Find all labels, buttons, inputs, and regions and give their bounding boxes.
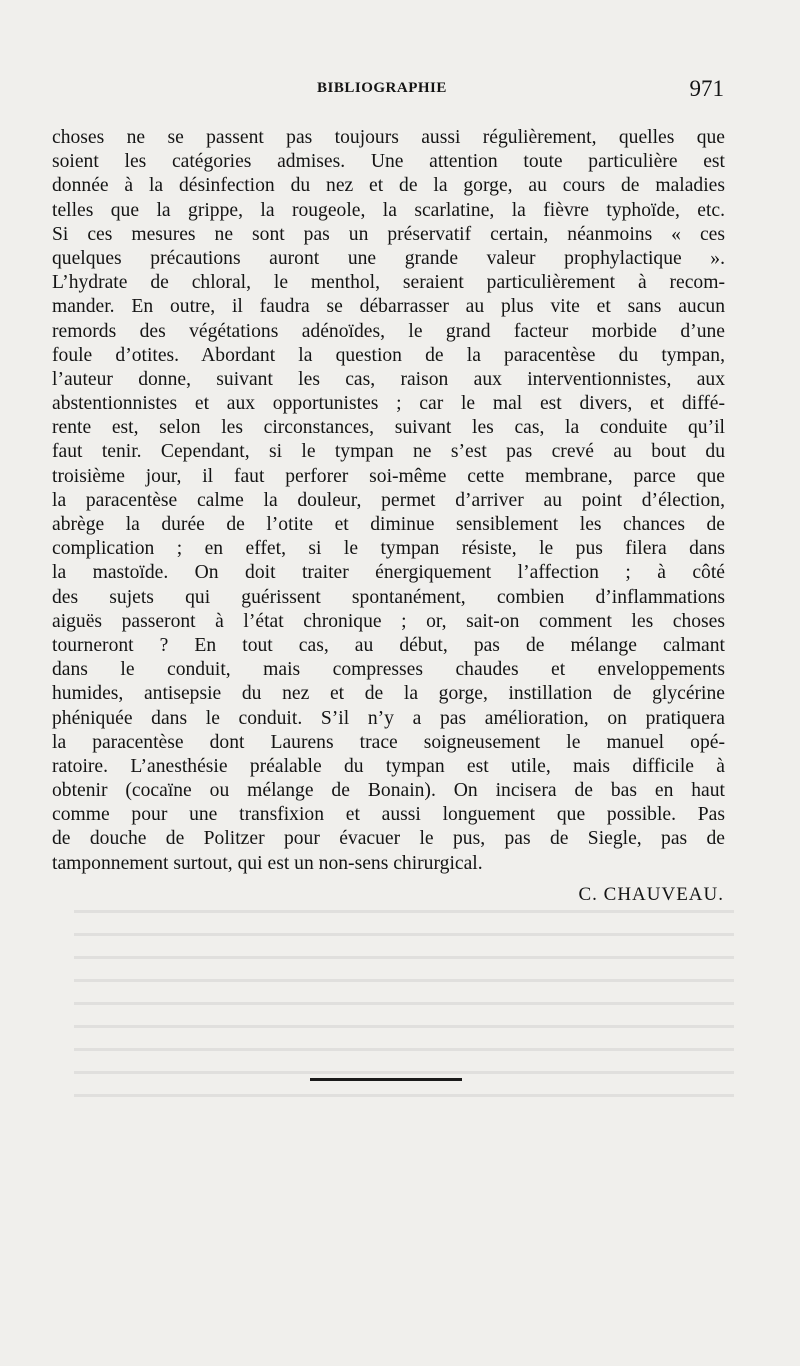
text-line: de douche de Politzer pour évacuer le pus, pas de Siegle, pas de (52, 828, 725, 850)
text-line: la paracentèse calme la douleur, permet d’arriver au point d’élection, (52, 489, 725, 511)
text-line: telles que la grippe, la rougeole, la scarlatine, la fièvre typhoïde, etc. (52, 199, 725, 221)
text-line: Si ces mesures ne sont pas un préservatif certain, néanmoins « ces (52, 223, 725, 245)
page-header (52, 76, 724, 106)
text-line: quelques précautions auront une grande valeur prophylactique ». (52, 247, 725, 269)
page-number: 971 (689, 76, 724, 101)
show-through-line (74, 1002, 734, 1005)
text-line: l’auteur donne, suivant les cas, raison aux interventionnistes, aux (52, 368, 725, 390)
text-line: complication ; en effet, si le tympan résiste, le pus filera dans (52, 538, 725, 560)
show-through-line (74, 1025, 734, 1028)
text-line: foule d’otites. Abordant la question de la paracentèse du tympan, (52, 344, 725, 366)
text-line: donnée à la désinfection du nez et de la gorge, au cours de maladies (52, 175, 725, 197)
text-line: phéniquée dans le conduit. S’il n’y a pas amélioration, on pratiquera (52, 707, 725, 729)
text-line: soient les catégories admises. Une attention toute particulière est (52, 151, 725, 173)
author-signature: C. CHAUVEAU. (578, 884, 724, 905)
show-through-line (74, 979, 734, 982)
text-line: obtenir (cocaïne ou mélange de Bonain). On incisera de bas en haut (52, 780, 725, 802)
text-line: faut tenir. Cependant, si le tympan ne s’est pas crevé au bout du (52, 441, 725, 463)
show-through-line (74, 956, 734, 959)
text-line: mander. En outre, il faudra se débarrasser au plus vite et sans aucun (52, 296, 725, 318)
text-line: troisième jour, il faut perforer soi-même cette membrane, parce que (52, 465, 725, 487)
show-through-line (74, 910, 734, 913)
text-line: tamponnement surtout, qui est un non-sens chirurgical. (52, 852, 483, 874)
show-through-line (74, 1094, 734, 1097)
text-line: choses ne se passent pas toujours aussi régulièrement, quelles que (52, 127, 725, 148)
text-line: tourneront ? En tout cas, au début, pas de mélange calmant (52, 634, 725, 656)
text-line: abstentionnistes et aux opportunistes ; car le mal est divers, et diffé- (52, 393, 725, 415)
text-line: rente est, selon les circonstances, suivant les cas, la conduite qu’il (52, 417, 725, 439)
text-line: remords des végétations adénoïdes, le grand facteur morbide d’une (52, 320, 725, 342)
section-rule (310, 1078, 462, 1081)
show-through-line (74, 1071, 734, 1074)
text-line: ratoire. L’anesthésie préalable du tympan est utile, mais difficile à (52, 755, 725, 777)
text-line: aiguës passeront à l’état chronique ; or, sait-on comment les choses (52, 610, 725, 632)
text-line: abrège la durée de l’otite et diminue sensiblement les chances de (52, 514, 725, 535)
text-line: la mastoïde. On doit traiter énergiquement l’affection ; à côté (52, 562, 725, 584)
text-line: dans le conduit, mais compresses chaudes et enveloppements (52, 659, 725, 681)
running-head: BIBLIOGRAPHIE (317, 80, 447, 96)
text-line: comme pour une transfixion et aussi longuement que possible. Pas (52, 804, 725, 826)
show-through-line (74, 933, 734, 936)
show-through-shadow (74, 890, 734, 1290)
show-through-line (74, 1048, 734, 1051)
text-line: L’hydrate de chloral, le menthol, seraient particulièrement à recom- (52, 272, 725, 294)
text-line: la paracentèse dont Laurens trace soigneusement le manuel opé- (52, 731, 725, 753)
text-line: des sujets qui guérissent spontanément, combien d’inflammations (52, 586, 725, 608)
text-line: humides, antisepsie du nez et de la gorge, instillation de glycérine (52, 683, 725, 705)
body-text (52, 126, 725, 876)
